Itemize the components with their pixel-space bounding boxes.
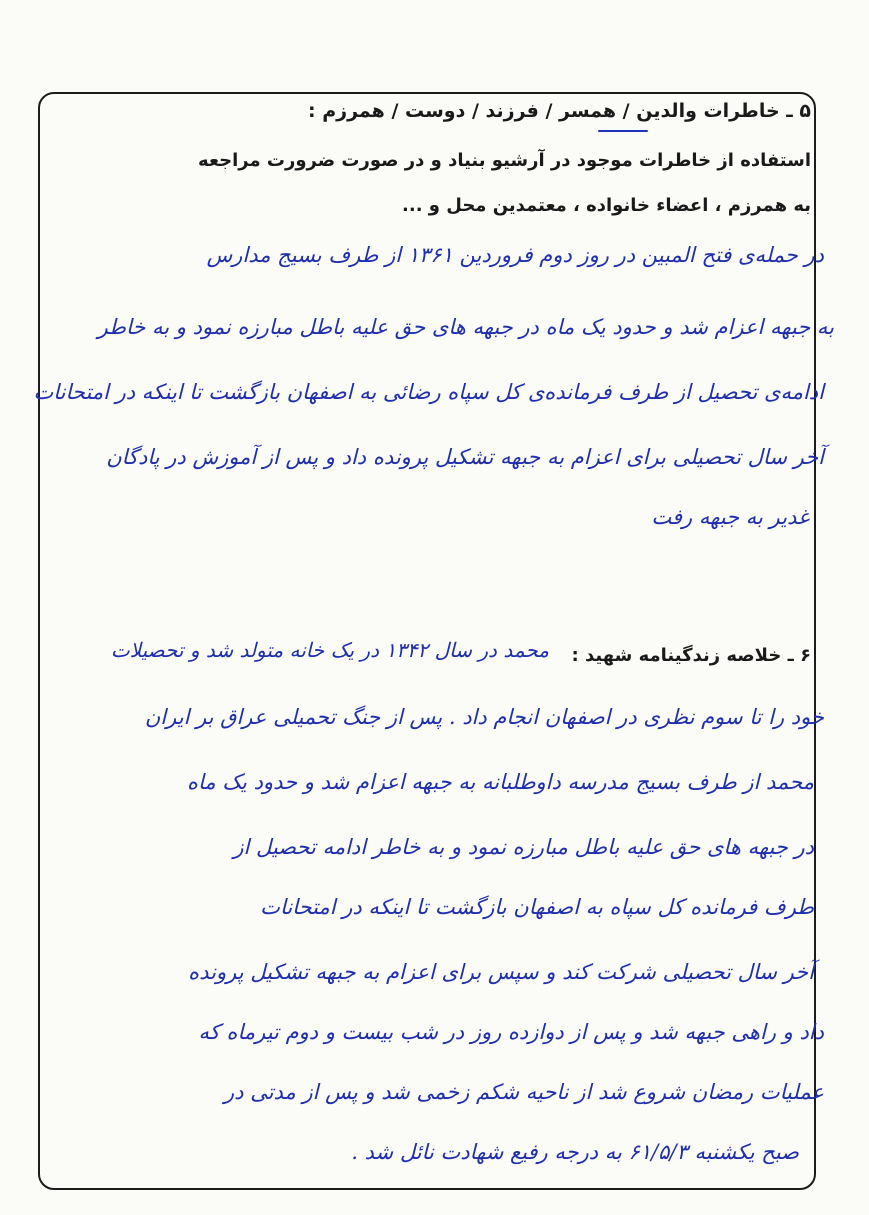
section6-handwritten-line-8: صبح یکشنبه ۶۱/۵/۳ به درجه رفیع شهادت نائل شد . bbox=[351, 1140, 799, 1164]
section6-handwritten-first-line: محمد در سال ۱۳۴۲ در یک خانه متولد شد و تحصیلات bbox=[110, 638, 549, 662]
section6-heading: ۶ ـ خلاصه زندگینامه شهید : bbox=[571, 645, 811, 666]
section6-handwritten-line-2: محمد از طرف بسیج مدرسه داوطلبانه به جبهه اعزام شد و حدود یک ماه bbox=[186, 770, 814, 794]
heading-underline bbox=[598, 130, 648, 132]
section6-handwritten-line-6: داد و راهی جبهه شد و پس از دوازده روز در شب بیست و دوم تیرماه که bbox=[198, 1020, 824, 1044]
section6-handwritten-line-1: خود را تا سوم نظری در اصفهان انجام داد . پس از جنگ تحمیلی عراق بر ایران bbox=[144, 705, 824, 729]
section6-handwritten-line-3: در جبهه های حق علیه باطل مبارزه نمود و به خاطر ادامه تحصیل از bbox=[233, 835, 814, 859]
section5-handwritten-line-2: به جبهه اعزام شد و حدود یک ماه در جبهه های حق علیه باطل مبارزه نمود و به خاطر bbox=[97, 315, 834, 339]
section5-instruction-line2: به همرزم ، اعضاء خانواده ، معتمدین محل و ... bbox=[402, 195, 811, 216]
section5-instruction-line1: استفاده از خاطرات موجود در آرشیو بنیاد و در صورت ضرورت مراجعه bbox=[198, 150, 811, 171]
section6-handwritten-line-7: عملیات رمضان شروع شد از ناحیه شکم زخمی شد و پس از مدتی در bbox=[224, 1080, 824, 1104]
section5-handwritten-line-1: در حمله‌ی فتح المبین در روز دوم فروردین ۱۳۶۱ از طرف بسیج مدارس bbox=[206, 243, 824, 267]
section6-handwritten-line-4: طرف فرمانده کل سپاه به اصفهان بازگشت تا اینکه در امتحانات bbox=[260, 895, 814, 919]
section5-heading: ۵ ـ خاطرات والدین / همسر / فرزند / دوست / همرزم : bbox=[308, 100, 811, 122]
section6-handwritten-line-5: آخر سال تحصیلی شرکت کند و سپس برای اعزام به جبهه تشکیل پرونده bbox=[188, 960, 814, 984]
section5-handwritten-line-5: غدیر به جبهه رفت bbox=[651, 505, 809, 529]
section5-handwritten-line-3: ادامه‌ی تحصیل از طرف فرمانده‌ی کل سپاه رضائی به اصفهان بازگشت تا اینکه در امتحانات bbox=[33, 380, 824, 404]
section5-handwritten-line-4: آخر سال تحصیلی برای اعزام به جبهه تشکیل پرونده داد و پس از آموزش در پادگان bbox=[106, 445, 824, 469]
